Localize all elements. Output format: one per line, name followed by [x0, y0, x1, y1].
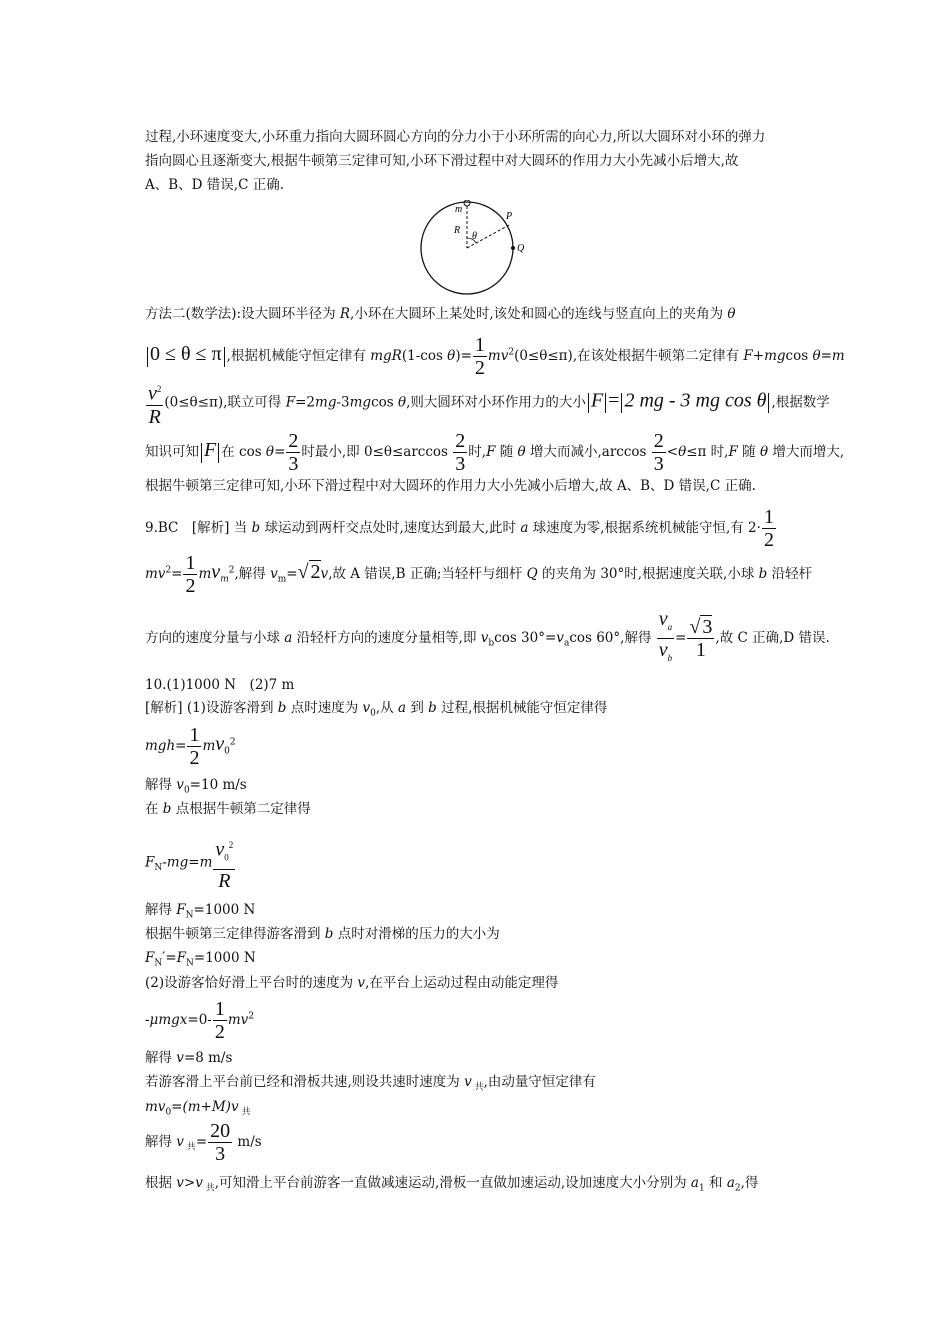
fraction-v2-over-R: $\frac{v^2}{R}$	[148, 382, 162, 428]
text-line: 解得 $v_0=10$ m/s	[145, 777, 247, 796]
text-line: 在 b 点根据牛顿第二定律得	[145, 801, 311, 817]
text-line: 10.(1)1000 N (2)7 m	[145, 677, 295, 693]
point-q	[511, 246, 515, 250]
text-line: 0 ≤ θ ≤ π ,根据机械能守恒定律有 mgR(1-cos θ)= $\frac{1}{2}$ $mv^2(0\le\theta\le\pi)$,在该处根据牛顿第二定律有 F+mgcos θ=m	[145, 334, 845, 379]
text-line: 指向圆心且逐渐变大,根据牛顿第三定律可知,小环下滑过程中对大圆环的作用力大小先减小后增大,故	[145, 153, 739, 169]
text-line: $mv_0=(m+M)v$ $_共$	[145, 1099, 251, 1118]
small-ring	[464, 200, 470, 206]
text-line: 根据 v>v $_共$,可知滑上平台前游客一直做减速运动,滑板一直做加速运动,设加速度大小分别为 $a_1$ 和 $a_2$,得	[145, 1175, 759, 1194]
text-line: (2)设游客恰好滑上平台时的速度为 v,在平台上运动过程由动能定理得	[145, 975, 559, 991]
text-line: 根据牛顿第三定律得游客滑到 b 点时对滑梯的压力的大小为	[145, 926, 500, 942]
text-line: $mv^2=$ $\frac{1}{2}$ $mv_m^2$,解得 $v_m=√$ 2v,故 A 错误,B 正确;当轻杆与细杆 Q 的夹角为 30°时,根据速度关联,小球 b 沿轻杆	[145, 552, 813, 597]
label-Q: Q	[517, 243, 525, 254]
label-P: P	[506, 211, 513, 222]
text-line: [解析] (1)设游客滑到 b 点时速度为 $v_0$,从 a 到 b 过程,根据机械能守恒定律得	[145, 700, 608, 719]
text-line: $F_N'=F_N=1000$ N	[145, 950, 256, 969]
text-line: 9.BC [解析] 当 b 球运动到两杆交点处时,速度达到最大,此时 a 球速度为零,根据系统机械能守恒,有 2· $\frac{1}{2}$	[145, 506, 774, 551]
text-line: 方向的速度分量与小球 a 沿轻杆方向的速度分量相等,即 $v_b\cos$ $30^\circ=v_a\cos$ 60°,解得 $\frac{v_a}{v_b}$ = $\frac{√ 3}{1}$ ,故 C 正确,D 错误.	[145, 608, 830, 669]
text-line: 方法二(数学法):设大圆环半径为 R,小环在大圆环上某处时,该处和圆心的连线与竖直向上的夹角为 θ	[145, 306, 736, 322]
text-line: 若游客滑上平台前已经和滑板共速,则设共速时速度为 v $_共$,由动量守恒定律有	[145, 1074, 596, 1093]
fraction-one-half: $\frac{1}{2}$	[474, 334, 485, 379]
text-line: 知识可知 F 在 cos θ= $\frac{2}{3}$ 时最小,即 0≤θ≤arccos $\frac{2}{3}$ 时,F 随 θ 增大而减小,arccos $\frac{2}{3}$ <θ≤π 时,F 随 θ 增大而增大,	[145, 430, 845, 475]
label-m: m	[455, 204, 463, 215]
equation-line: $F_N-mg=m$ $\frac{v_0^2}{R}$	[145, 838, 234, 892]
text-line: 解得 v=8 m/s	[145, 1050, 233, 1066]
equation-line: mgh= $\frac{1}{2}$ $mv_0^2$	[145, 724, 236, 769]
text-line: 解得 $F_N=1000$ N	[145, 902, 256, 921]
text-line: 根据牛顿第三定律可知,小环下滑过程中对大圆环的作用力大小先减小后增大,故 A、B、D 错误,C 正确.	[145, 478, 756, 494]
equation-line: 解得 v $_共$= $\frac{20}{3}$ m/s	[145, 1120, 262, 1165]
label-R: R	[454, 225, 461, 236]
text-line: $\frac{v^2}{R}$ (0≤θ≤π),联立可得 F=2mg-3mgcos θ,则大圆环对小环作用力的大小 F = 2 mg - 3 mg cos θ ,根据数学	[145, 378, 830, 428]
text-line: A、B、D 错误,C 正确.	[145, 177, 284, 193]
text-line: 过程,小环速度变大,小环重力指向大圆环圆心方向的分力小于小环所需的向心力,所以大圆环对小环的弹力	[145, 129, 766, 145]
equation-line: -μmgx=0- $\frac{1}{2}$ $mv^2$	[145, 998, 255, 1043]
circle-diagram	[417, 200, 527, 300]
label-theta: θ	[472, 231, 477, 242]
